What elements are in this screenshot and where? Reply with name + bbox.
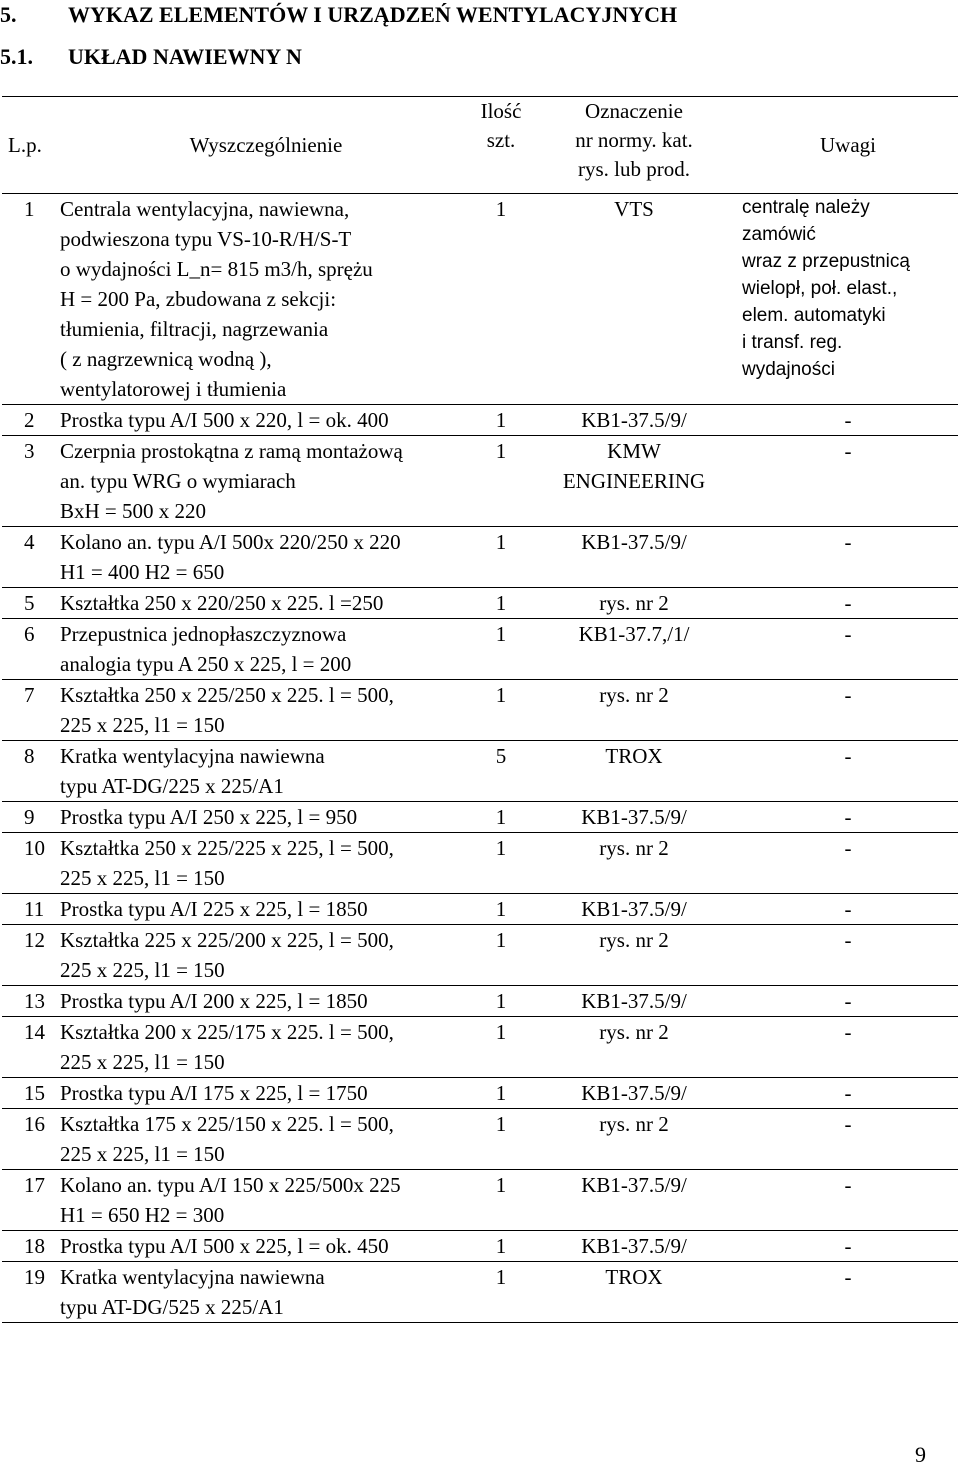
cell-name-line: Kolano an. typu A/I 500x 220/250 x 220 (60, 530, 401, 554)
cell-ref (530, 588, 738, 619)
cell-ref-line: rys. nr 2 (599, 591, 669, 615)
cell-name-line: Kształtka 200 x 225/175 x 225. l = 500, (60, 1020, 394, 1044)
cell-name-line: H1 = 650 H2 = 300 (60, 1203, 225, 1227)
cell-remarks-line: - (844, 897, 852, 921)
cell-remarks (738, 619, 958, 680)
cell-ref (530, 527, 738, 588)
table-row (2, 1078, 958, 1109)
cell-ref-line: VTS (614, 197, 654, 221)
cell-name-line: H1 = 400 H2 = 650 (60, 560, 225, 584)
cell-remarks (738, 680, 958, 741)
table-row (2, 194, 958, 405)
cell-name-line: wentylatorowej i tłumienia (60, 377, 287, 401)
cell-name (58, 680, 472, 741)
cell-lp: 14 (2, 1017, 58, 1078)
table-row (2, 527, 958, 588)
cell-name-line: 225 x 225, l1 = 150 (60, 866, 225, 890)
cell-remarks (738, 741, 958, 802)
cell-lp: 9 (2, 802, 58, 833)
cell-name-line: H = 200 Pa, zbudowana z sekcji: (60, 287, 337, 311)
cell-remarks-line: elem. automatyki (742, 305, 886, 326)
cell-remarks (738, 894, 958, 925)
cell-remarks-line: centralę należy (742, 197, 870, 218)
cell-lp: 3 (2, 436, 58, 527)
cell-lp: 4 (2, 527, 58, 588)
cell-remarks-line: - (844, 591, 852, 615)
cell-ref (530, 619, 738, 680)
section-title: WYKAZ ELEMENTÓW I URZĄDZEŃ WENTYLACYJNYCH (68, 2, 678, 27)
table-row (2, 588, 958, 619)
cell-name (58, 1017, 472, 1078)
cell-remarks-line: - (844, 989, 852, 1013)
cell-ref-line: rys. nr 2 (599, 928, 669, 952)
cell-remarks-line: wielopł, poł. elast., (742, 278, 898, 299)
cell-qty: 1 (472, 1109, 530, 1170)
cell-name-line: Czerpnia prostokątna z ramą montażową (60, 439, 403, 463)
cell-remarks-line: - (844, 683, 852, 707)
cell-qty: 1 (472, 986, 530, 1017)
table-row (2, 833, 958, 894)
table-row (2, 741, 958, 802)
cell-qty: 1 (472, 619, 530, 680)
cell-name-line: an. typu WRG o wymiarach (60, 469, 296, 493)
cell-name-line: analogia typu A 250 x 225, l = 200 (60, 652, 352, 676)
cell-name (58, 405, 472, 436)
cell-ref (530, 925, 738, 986)
cell-name (58, 619, 472, 680)
cell-ref (530, 1231, 738, 1262)
cell-qty: 1 (472, 802, 530, 833)
cell-name-line: Prostka typu A/I 500 x 220, l = ok. 400 (60, 408, 389, 432)
cell-remarks-line: - (844, 928, 852, 952)
cell-remarks (738, 1017, 958, 1078)
cell-ref (530, 1017, 738, 1078)
header-remarks: Uwagi (738, 97, 958, 194)
cell-remarks-line: - (844, 408, 852, 432)
cell-ref-line: rys. nr 2 (599, 1112, 669, 1136)
table-row (2, 1170, 958, 1231)
cell-ref (530, 405, 738, 436)
cell-ref (530, 1109, 738, 1170)
cell-remarks-line: - (844, 1020, 852, 1044)
cell-name-line: Prostka typu A/I 175 x 225, l = 1750 (60, 1081, 368, 1105)
cell-name (58, 1231, 472, 1262)
cell-remarks-line: - (844, 530, 852, 554)
cell-remarks-line: zamówić (742, 224, 816, 245)
cell-name-line: Centrala wentylacyjna, nawiewna, (60, 197, 350, 221)
cell-name-line: Prostka typu A/I 225 x 225, l = 1850 (60, 897, 368, 921)
cell-lp: 16 (2, 1109, 58, 1170)
cell-name (58, 527, 472, 588)
table-row (2, 1109, 958, 1170)
cell-ref (530, 802, 738, 833)
cell-name (58, 1170, 472, 1231)
cell-remarks-line: - (844, 1081, 852, 1105)
section-number: 5. (0, 2, 17, 27)
cell-remarks (738, 1262, 958, 1323)
cell-qty: 1 (472, 1231, 530, 1262)
cell-name-line: typu AT-DG/225 x 225/A1 (60, 774, 284, 798)
cell-remarks-line: - (844, 1173, 852, 1197)
cell-remarks-line: - (844, 622, 852, 646)
cell-remarks-line: - (844, 744, 852, 768)
cell-ref-line: KB1-37.5/9/ (581, 408, 687, 432)
table-row (2, 802, 958, 833)
cell-ref-line: ENGINEERING (562, 469, 706, 493)
cell-ref-line: KB1-37.5/9/ (581, 897, 687, 921)
cell-lp: 17 (2, 1170, 58, 1231)
subsection-heading (0, 44, 302, 70)
cell-name-line: Przepustnica jednopłaszczyznowa (60, 622, 347, 646)
cell-name-line: ( z nagrzewnicą wodną ), (60, 347, 272, 371)
cell-ref (530, 436, 738, 527)
header-ref (530, 97, 738, 194)
cell-remarks-line: - (844, 1265, 852, 1289)
cell-name-line: BxH = 500 x 220 (60, 499, 207, 523)
cell-remarks (738, 802, 958, 833)
cell-lp: 13 (2, 986, 58, 1017)
cell-name-line: Prostka typu A/I 250 x 225, l = 950 (60, 805, 358, 829)
cell-ref-line: KB1-37.7,/1/ (578, 622, 690, 646)
cell-name-line: 225 x 225, l1 = 150 (60, 958, 225, 982)
cell-qty: 1 (472, 680, 530, 741)
table-row (2, 925, 958, 986)
cell-lp: 18 (2, 1231, 58, 1262)
table-row (2, 1017, 958, 1078)
cell-remarks (738, 833, 958, 894)
cell-ref (530, 833, 738, 894)
cell-remarks (738, 527, 958, 588)
cell-name (58, 588, 472, 619)
header-qty-line: Ilość (480, 99, 522, 123)
cell-remarks-line: wydajności (742, 359, 835, 380)
cell-ref-line: rys. nr 2 (599, 683, 669, 707)
cell-qty: 1 (472, 405, 530, 436)
table-row (2, 1231, 958, 1262)
cell-qty: 1 (472, 1017, 530, 1078)
table-row (2, 436, 958, 527)
cell-name-line: Prostka typu A/I 200 x 225, l = 1850 (60, 989, 368, 1013)
cell-qty: 1 (472, 527, 530, 588)
cell-lp: 8 (2, 741, 58, 802)
cell-ref-line: KB1-37.5/9/ (581, 989, 687, 1013)
cell-name (58, 1109, 472, 1170)
cell-ref-line: KB1-37.5/9/ (581, 1173, 687, 1197)
cell-name (58, 1262, 472, 1323)
cell-lp: 2 (2, 405, 58, 436)
cell-name (58, 925, 472, 986)
cell-qty: 1 (472, 588, 530, 619)
cell-name-line: Kształtka 175 x 225/150 x 225. l = 500, (60, 1112, 394, 1136)
table-row (2, 619, 958, 680)
cell-name (58, 436, 472, 527)
cell-qty: 1 (472, 833, 530, 894)
cell-qty: 5 (472, 741, 530, 802)
cell-name-line: 225 x 225, l1 = 150 (60, 1142, 225, 1166)
cell-remarks (738, 1170, 958, 1231)
cell-remarks (738, 194, 958, 405)
cell-lp: 5 (2, 588, 58, 619)
table-row (2, 405, 958, 436)
cell-ref (530, 894, 738, 925)
cell-name-line: Kształtka 225 x 225/200 x 225, l = 500, (60, 928, 394, 952)
cell-name-line: Kształtka 250 x 225/250 x 225. l = 500, (60, 683, 394, 707)
cell-ref-line: KB1-37.5/9/ (581, 1081, 687, 1105)
cell-ref-line: KMW (607, 439, 661, 463)
cell-remarks-line: - (844, 836, 852, 860)
cell-ref-line: TROX (605, 744, 663, 768)
cell-name-line: 225 x 225, l1 = 150 (60, 713, 225, 737)
cell-name-line: 225 x 225, l1 = 150 (60, 1050, 225, 1074)
header-lp: L.p. (2, 97, 58, 194)
cell-qty: 1 (472, 1262, 530, 1323)
cell-lp: 1 (2, 194, 58, 405)
table-body (2, 194, 958, 1323)
cell-remarks (738, 1078, 958, 1109)
cell-name (58, 194, 472, 405)
table-row (2, 986, 958, 1017)
cell-ref (530, 680, 738, 741)
cell-ref (530, 194, 738, 405)
cell-remarks-line: - (844, 1234, 852, 1258)
cell-ref (530, 1262, 738, 1323)
cell-lp: 11 (2, 894, 58, 925)
header-name: Wyszczególnienie (58, 97, 472, 194)
subsection-title: UKŁAD NAWIEWNY N (68, 44, 302, 69)
cell-remarks (738, 405, 958, 436)
cell-ref-line: KB1-37.5/9/ (581, 1234, 687, 1258)
header-qty (472, 97, 530, 194)
cell-name-line: o wydajności L_n= 815 m3/h, sprężu (60, 257, 373, 281)
cell-remarks-line: i transf. reg. (742, 332, 843, 353)
cell-name-line: Kratka wentylacyjna nawiewna (60, 1265, 325, 1289)
cell-lp: 12 (2, 925, 58, 986)
cell-name-line: podwieszona typu VS-10-R/H/S-T (60, 227, 352, 251)
cell-remarks (738, 436, 958, 527)
cell-ref (530, 1170, 738, 1231)
subsection-number: 5.1. (0, 44, 33, 69)
cell-lp: 7 (2, 680, 58, 741)
cell-lp: 15 (2, 1078, 58, 1109)
header-ref-line: nr normy. kat. (575, 128, 693, 152)
table-row (2, 1262, 958, 1323)
cell-lp: 10 (2, 833, 58, 894)
cell-ref (530, 1078, 738, 1109)
cell-name (58, 802, 472, 833)
cell-name-line: Kształtka 250 x 220/250 x 225. l =250 (60, 591, 384, 615)
cell-remarks-line: wraz z przepustnicą (742, 251, 910, 272)
cell-ref-line: KB1-37.5/9/ (581, 805, 687, 829)
table-header-row (2, 97, 958, 194)
cell-lp: 6 (2, 619, 58, 680)
cell-qty: 1 (472, 436, 530, 527)
cell-name-line: Kształtka 250 x 225/225 x 225, l = 500, (60, 836, 394, 860)
table-row (2, 680, 958, 741)
cell-name-line: Kolano an. typu A/I 150 x 225/500x 225 (60, 1173, 401, 1197)
cell-name (58, 833, 472, 894)
cell-remarks (738, 986, 958, 1017)
cell-remarks-line: - (844, 805, 852, 829)
table-row (2, 894, 958, 925)
cell-ref (530, 986, 738, 1017)
cell-remarks-line: - (844, 1112, 852, 1136)
cell-name (58, 894, 472, 925)
cell-name-line: typu AT-DG/525 x 225/A1 (60, 1295, 284, 1319)
cell-name (58, 1078, 472, 1109)
cell-ref-line: KB1-37.5/9/ (581, 530, 687, 554)
cell-qty: 1 (472, 894, 530, 925)
cell-qty: 1 (472, 1170, 530, 1231)
cell-name-line: tłumienia, filtracji, nagrzewania (60, 317, 329, 341)
section-heading (0, 2, 677, 28)
header-qty-line: szt. (486, 128, 516, 152)
cell-name (58, 986, 472, 1017)
cell-qty: 1 (472, 194, 530, 405)
cell-remarks-line: - (844, 439, 852, 463)
page-number: 9 (915, 1442, 926, 1467)
elements-table (2, 96, 958, 1323)
cell-ref-line: rys. nr 2 (599, 836, 669, 860)
cell-ref-line: rys. nr 2 (599, 1020, 669, 1044)
cell-name (58, 741, 472, 802)
header-ref-line: Oznaczenie (585, 99, 683, 123)
cell-ref (530, 741, 738, 802)
cell-ref-line: TROX (605, 1265, 663, 1289)
cell-remarks (738, 1231, 958, 1262)
cell-lp: 19 (2, 1262, 58, 1323)
cell-qty: 1 (472, 925, 530, 986)
cell-remarks (738, 588, 958, 619)
cell-qty: 1 (472, 1078, 530, 1109)
cell-name-line: Prostka typu A/I 500 x 225, l = ok. 450 (60, 1234, 389, 1258)
header-ref-line: rys. lub prod. (578, 157, 690, 181)
cell-name-line: Kratka wentylacyjna nawiewna (60, 744, 325, 768)
cell-remarks (738, 925, 958, 986)
cell-remarks (738, 1109, 958, 1170)
